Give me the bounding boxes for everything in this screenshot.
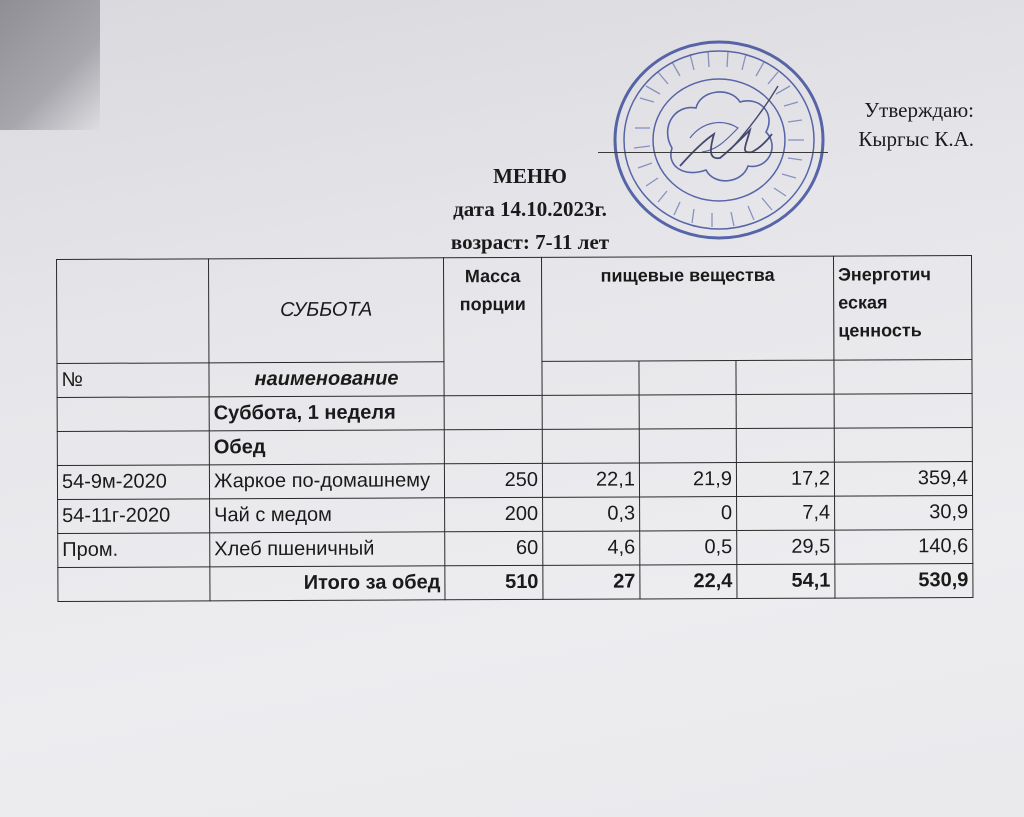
total-carbs: 54,1 — [737, 564, 835, 598]
dish-mass: 250 — [444, 463, 542, 497]
header-number: № — [57, 363, 209, 398]
dish-energy: 30,9 — [835, 496, 973, 531]
total-label: Итого за обед — [210, 566, 445, 601]
header-protein-cell — [542, 361, 639, 395]
section-meal: Обед — [209, 430, 444, 465]
approver-name: Кыргыс К.А. — [858, 127, 974, 151]
header-fat-cell — [639, 361, 736, 395]
section-week: Суббота, 1 неделя — [209, 396, 444, 431]
total-fat: 22,4 — [640, 565, 737, 599]
dish-carbs: 29,5 — [737, 530, 835, 564]
empty-cell — [444, 429, 542, 463]
dish-fat: 21,9 — [639, 463, 736, 497]
header-empty-code — [57, 259, 209, 364]
empty-cell — [542, 429, 639, 463]
dish-protein: 22,1 — [542, 463, 639, 497]
table-row — [58, 496, 973, 534]
total-row — [58, 564, 973, 602]
dish-protein: 4,6 — [543, 531, 640, 565]
dish-carbs: 17,2 — [736, 462, 834, 496]
empty-cell — [736, 428, 834, 462]
empty-cell — [542, 395, 639, 429]
dish-name: Хлеб пшеничный — [210, 532, 445, 567]
menu-title: МЕНЮ — [493, 164, 567, 188]
approval-signature-line — [598, 152, 828, 153]
header-energy: Энерготич еская ценность — [833, 256, 971, 361]
dish-energy: 359,4 — [834, 462, 972, 497]
header-energy-cell — [834, 360, 972, 395]
header-mass: Масса порции — [443, 257, 542, 395]
empty-cell — [57, 431, 209, 466]
header-day: СУББОТА — [209, 258, 444, 363]
empty-cell — [57, 397, 209, 432]
empty-cell — [639, 395, 736, 429]
dish-protein: 0,3 — [543, 497, 640, 531]
total-mass: 510 — [445, 565, 543, 599]
dish-fat: 0,5 — [640, 531, 737, 565]
total-energy: 530,9 — [835, 564, 973, 599]
section-row-week — [57, 394, 972, 432]
header-name: наименование — [209, 362, 444, 397]
section-row-meal — [57, 428, 972, 466]
dish-carbs: 7,4 — [737, 496, 835, 530]
approval-block — [858, 96, 974, 154]
menu-table — [56, 255, 973, 602]
dish-energy: 140,6 — [835, 530, 973, 565]
empty-cell — [736, 394, 834, 428]
dish-fat: 0 — [640, 497, 737, 531]
approval-caption: Утверждаю: — [864, 98, 974, 122]
empty-cell — [58, 567, 210, 602]
menu-age: возраст: 7-11 лет — [450, 230, 610, 254]
header-carb-cell — [736, 360, 834, 394]
dish-name: Чай с медом — [210, 498, 445, 533]
empty-cell — [639, 429, 736, 463]
empty-cell — [444, 395, 542, 429]
dish-code: Пром. — [58, 533, 210, 568]
total-protein: 27 — [543, 565, 640, 599]
header-row-main — [57, 256, 972, 364]
dish-mass: 200 — [445, 497, 543, 531]
menu-date: дата 14.10.2023г. — [453, 197, 607, 221]
header-nutrients: пищевые вещества — [541, 256, 833, 361]
menu-heading — [360, 160, 700, 259]
dish-code: 54-11г-2020 — [58, 499, 210, 534]
dish-code: 54-9м-2020 — [57, 465, 209, 500]
corner-shadow — [0, 0, 100, 130]
dish-mass: 60 — [445, 531, 543, 565]
empty-cell — [834, 394, 972, 429]
table-row — [58, 530, 973, 568]
table-row — [57, 462, 972, 500]
empty-cell — [834, 428, 972, 463]
dish-name: Жаркое по-домашнему — [209, 464, 444, 499]
